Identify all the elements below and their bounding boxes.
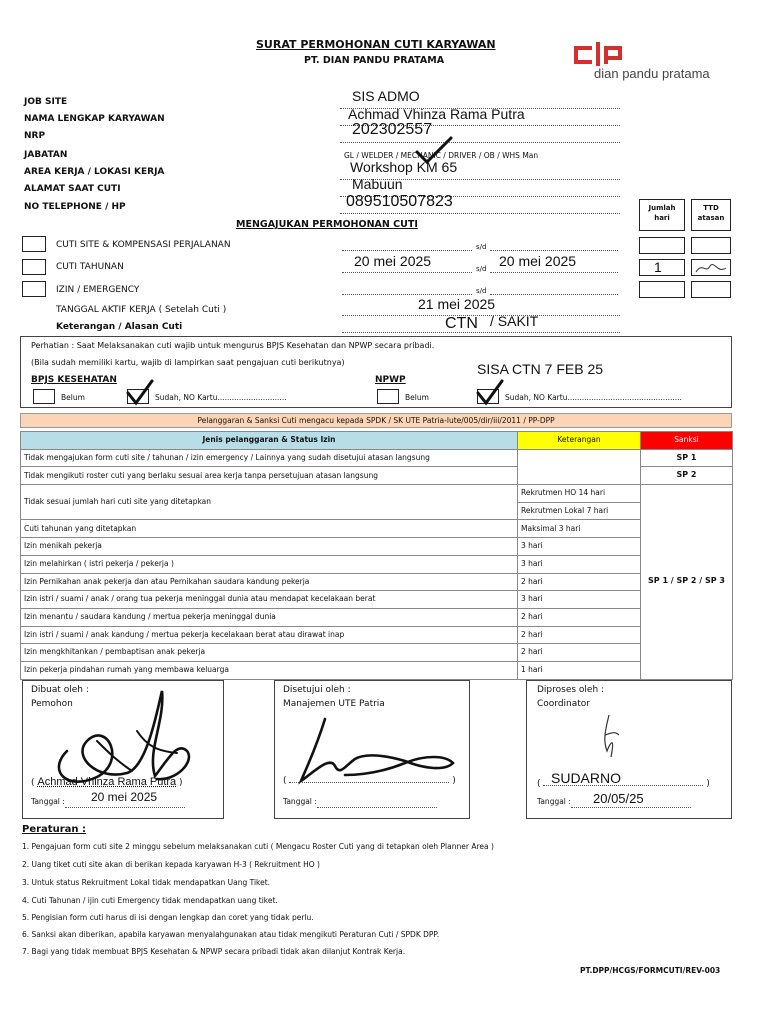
alamat-value: Mabuun <box>352 176 403 192</box>
type-label-cuti-site: CUTI SITE & KOMPENSASI PERJALANAN <box>56 240 231 250</box>
tahunan-from: 20 mei 2025 <box>354 253 432 269</box>
row-jenis: Tidak mengikuti roster cuti yang berlaku sesuai area kerja tanpa persetujuan atasan langsung <box>21 467 518 485</box>
pemohon-tanggal-label: Tanggal : <box>31 797 65 806</box>
nrp-value: 202302557 <box>352 121 433 138</box>
sig-title-manajemen: Disetujui oleh : <box>283 685 351 695</box>
table-row <box>21 573 733 591</box>
field-label-nrp: NRP <box>24 131 46 141</box>
table-row <box>21 449 733 467</box>
row-jenis: Tidak mengajukan form cuti site / tahunan / izin emergency / Lainnya yang sudah disetujui atasan langsung <box>21 449 518 467</box>
row-keterangan <box>518 449 641 484</box>
bpjs-belum-checkbox[interactable] <box>33 389 55 404</box>
sig-role-manajemen: Manajemen UTE Patria <box>283 699 385 709</box>
npwp-belum-label: Belum <box>405 393 429 402</box>
bpjs-belum-label: Belum <box>61 393 85 402</box>
row-jenis: Izin mengkhitankan / pembaptisan anak pekerja <box>21 644 518 662</box>
row-keterangan: 2 hari <box>518 573 641 591</box>
regulation-item: 2. Uang tiket cuti site akan di berikan kepada karyawan H-3 ( Rekruitment HO ) <box>22 860 320 869</box>
field-label-alamat: ALAMAT SAAT CUTI <box>24 184 121 194</box>
sig-title-coordinator: Diproses oleh : <box>537 685 605 695</box>
row-keterangan: 3 hari <box>518 591 641 609</box>
tahunan-days: 1 <box>654 259 662 275</box>
attention-line-2: (Bila sudah memiliki kartu, wajib di lampirkan saat pengajuan cuti berikutnya) <box>31 358 345 367</box>
field-label-area: AREA KERJA / LOKASI KERJA <box>24 167 165 177</box>
table-row <box>21 485 733 503</box>
days-box-izin <box>639 281 685 298</box>
company-name: PT. DIAN PANDU PRATAMA <box>304 55 445 66</box>
regulation-item: 4. Cuti Tahunan / ijin cuti Emergency tidak mendapatkan uang tiket. <box>22 896 278 905</box>
sanction-banner: Pelanggaran & Sanksi Cuti mengacu kepada SPDK / SK UTE Patria-lute/005/dir/iii/2011 / PP-DPP <box>20 413 732 428</box>
row-jenis: Izin menantu / saudara kandung / mertua pekerja meninggal dunia <box>21 608 518 626</box>
field-label-telephone: NO TELEPHONE / HP <box>24 202 126 212</box>
attention-line-1: Perhatian : Saat Melaksanakan cuti wajib untuk mengurus BPJS Kesehatan dan NPWP secara pribadi. <box>31 341 435 350</box>
coordinator-signature-icon <box>597 711 627 766</box>
header-keterangan: Keterangan <box>518 432 641 450</box>
pemohon-date: 20 mei 2025 <box>91 790 158 804</box>
table-row <box>21 644 733 662</box>
tahunan-to: 20 mei 2025 <box>499 253 577 269</box>
reason-value: CTN <box>445 315 478 332</box>
active-date-value: 21 mei 2025 <box>418 296 496 312</box>
signature-box-manajemen: Disetujui oleh : Manajemen UTE Patria ( ) Tanggal : <box>274 680 470 819</box>
row-keterangan: 1 hari <box>518 661 641 679</box>
sign-box-tahunan <box>691 259 731 276</box>
row-jenis: Izin istri / suami / anak kandung / mertua pekerja kecelakaan berat atau dirawat inap <box>21 626 518 644</box>
coordinator-date: 20/05/25 <box>593 791 644 806</box>
form-code: PT.DPP/HCGS/FORMCUTI/REV-003 <box>580 966 721 975</box>
bpjs-sudah-label: Sudah, NO Kartu............................. <box>155 393 287 402</box>
header-sanksi: Sanksi <box>641 432 733 450</box>
reason-extra: / SAKIT <box>490 313 539 329</box>
row-keterangan: Rekrutmen Lokal 7 hari <box>518 502 641 520</box>
pemohon-name: Achmad Vhinza Rama Putra <box>37 776 177 788</box>
row-keterangan: Maksimal 3 hari <box>518 520 641 538</box>
jabatan-check-icon <box>415 136 455 166</box>
pemohon-signature-icon <box>37 681 217 791</box>
jabatan-options: GL / WELDER / MECHANIC / DRIVER / OB / WHS Man <box>344 151 539 160</box>
row-jenis: Izin melahirkan ( istri pekerja / pekerja ) <box>21 555 518 573</box>
telephone-value: 089510507823 <box>346 193 453 210</box>
sign-box-izin <box>691 281 731 298</box>
sig-title-pemohon: Dibuat oleh : <box>31 685 89 695</box>
coordinator-tanggal-label: Tanggal : <box>537 797 571 806</box>
regulation-item: 1. Pengajuan form cuti site 2 minggu sebelum melaksanakan cuti ( Mengacu Roster Cuti yang di tetapkan oleh Planner Area ) <box>22 842 494 851</box>
table-row <box>21 661 733 679</box>
row-keterangan: 3 hari <box>518 538 641 556</box>
table-row <box>21 538 733 556</box>
days-box-tahunan <box>639 259 685 276</box>
sd-label: s/d <box>476 265 487 273</box>
attention-box <box>20 336 732 408</box>
type-label-izin: IZIN / EMERGENCY <box>56 285 140 295</box>
row-keterangan: 2 hari <box>518 626 641 644</box>
reason-label: Keterangan / Alasan Cuti <box>56 322 183 332</box>
sig-role-coordinator: Coordinator <box>537 699 591 709</box>
npwp-belum-checkbox[interactable] <box>377 389 399 404</box>
row-jenis: Izin istri / suami / anak / orang tua pekerja meninggal dunia atau mendapat kecelakaan berat <box>21 591 518 609</box>
atasan-initial-icon <box>692 260 730 276</box>
row-keterangan: 3 hari <box>518 555 641 573</box>
field-label-jabatan: JABATAN <box>24 150 68 160</box>
col-jumlah-hari: Jumlah hari <box>639 199 685 231</box>
days-box-site <box>639 237 685 254</box>
form-title: SURAT PERMOHONAN CUTI KARYAWAN <box>256 38 496 51</box>
violations-table <box>20 431 733 680</box>
merged-sanksi: SP 1 / SP 2 / SP 3 <box>641 485 733 680</box>
row-keterangan: 2 hari <box>518 644 641 662</box>
npwp-check-icon <box>475 379 505 407</box>
regulation-item: 5. Pengisian form cuti harus di isi dengan lengkap dan coret yang tidak perlu. <box>22 913 314 922</box>
col-ttd-atasan: TTD atasan <box>691 199 731 231</box>
sd-label: s/d <box>476 287 487 295</box>
row-jenis: Izin menikah pekerja <box>21 538 518 556</box>
type-label-cuti-tahunan: CUTI TAHUNAN <box>56 262 124 272</box>
table-row <box>21 608 733 626</box>
sign-box-site <box>691 237 731 254</box>
row-jenis: Izin pekerja pindahan rumah yang membawa keluarga <box>21 661 518 679</box>
table-row <box>21 591 733 609</box>
signature-box-coordinator: Diproses oleh : Coordinator SUDARNO ( ) Tanggal : 20/05/25 <box>526 680 732 819</box>
area-value: Workshop KM 65 <box>350 159 458 175</box>
company-logo <box>570 40 730 85</box>
request-heading: MENGAJUKAN PERMOHONAN CUTI <box>236 219 418 230</box>
row-jenis: Cuti tahunan yang ditetapkan <box>21 520 518 538</box>
sd-label: s/d <box>476 243 487 251</box>
npwp-label: NPWP <box>375 375 406 385</box>
coordinator-name: SUDARNO <box>551 770 622 786</box>
table-row <box>21 520 733 538</box>
npwp-sudah-label: Sudah, NO Kartu................................................ <box>505 393 682 402</box>
signature-box-pemohon: Dibuat oleh : Pemohon ( Achmad Vhinza Rama Putra ) Tanggal : 20 mei 2025 <box>22 680 224 819</box>
checkbox-cuti-tahunan[interactable] <box>22 259 46 275</box>
field-label-nama: NAMA LENGKAP KARYAWAN <box>24 114 165 124</box>
manajemen-tanggal-label: Tanggal : <box>283 797 317 806</box>
bpjs-check-icon <box>125 379 155 407</box>
checkbox-izin-emergency[interactable] <box>22 281 46 297</box>
bpjs-label: BPJS KESEHATAN <box>31 375 117 385</box>
table-row <box>21 555 733 573</box>
row-sanksi: SP 1 <box>641 449 733 467</box>
regulations-heading: Peraturan : <box>22 824 86 835</box>
row-jenis: Izin Pernikahan anak pekerja dan atau Pernikahan saudara kandung pekerja <box>21 573 518 591</box>
logo-text: dian pandu pratama <box>594 66 710 81</box>
checkbox-cuti-site[interactable] <box>22 236 46 252</box>
sig-role-pemohon: Pemohon <box>31 699 73 709</box>
regulation-item: 3. Untuk status Rekruitment Lokal tidak mendapatkan Uang Tiket. <box>22 878 271 887</box>
header-jenis: Jenis pelanggaran & Status Izin <box>21 432 518 450</box>
regulation-item: 6. Sanksi akan diberikan, apabila karyawan menyalahgunakan atau tidak mengikuti Peraturan Cuti / SPDK DPP. <box>22 930 440 939</box>
nama-value: Achmad Vhinza Rama Putra <box>348 106 525 122</box>
regulation-item: 7. Bagi yang tidak membuat BPJS Kesehatan & NPWP secara pribadi tidak akan dilanjut Kontrak Kerja. <box>22 947 406 956</box>
active-date-label: TANGGAL AKTIF KERJA ( Setelah Cuti ) <box>56 305 227 315</box>
row-keterangan: Rekrutmen HO 14 hari <box>518 485 641 503</box>
table-header-row <box>21 432 733 450</box>
job-site-value: SIS ADMO <box>352 88 420 104</box>
row-keterangan: 2 hari <box>518 608 641 626</box>
table-row <box>21 626 733 644</box>
row-jenis: Tidak sesuai jumlah hari cuti site yang ditetapkan <box>21 485 518 520</box>
field-label-job-site: JOB SITE <box>24 97 68 107</box>
sisa-cuti-note: SISA CTN 7 FEB 25 <box>477 361 604 377</box>
row-sanksi: SP 2 <box>641 467 733 485</box>
